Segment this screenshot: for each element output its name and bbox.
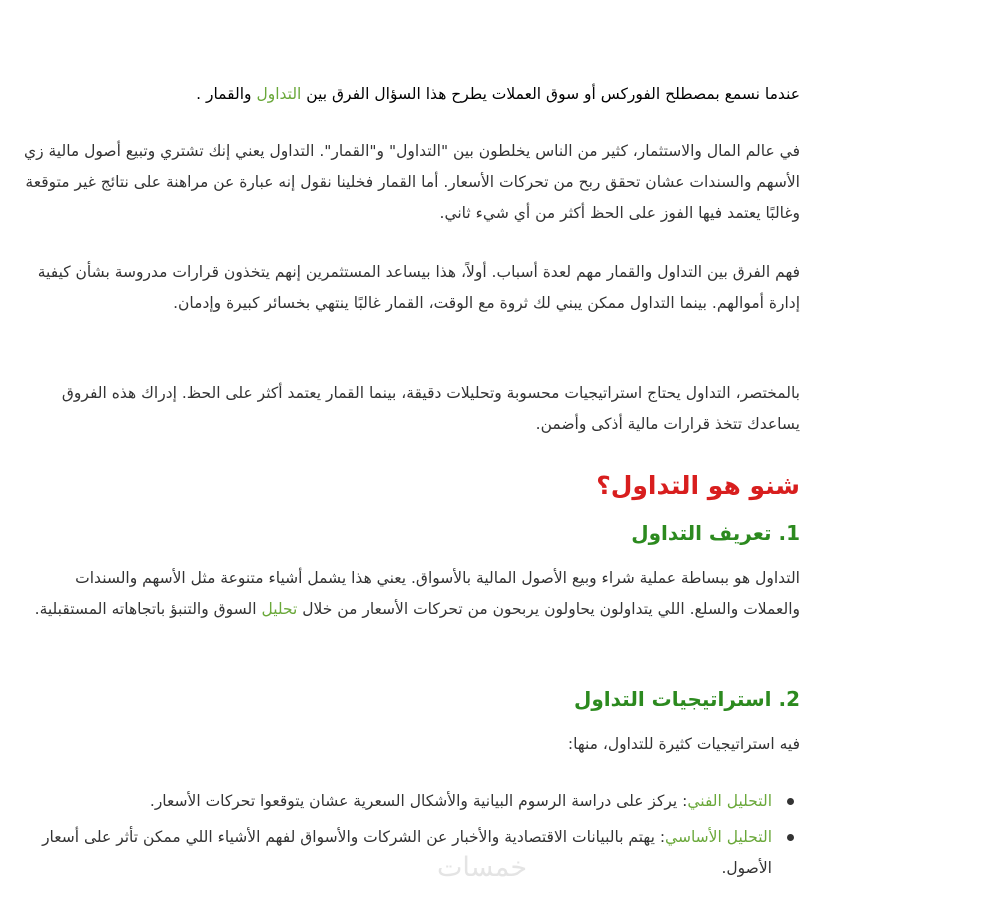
list-item-text: : يركز على دراسة الرسوم البيانية والأشكال السعرية عشان يتوقعوا تحركات الأسعار. [149, 792, 688, 810]
intro-paragraph [20, 79, 800, 110]
list-item-text: : يهتم بالبيانات الاقتصادية والأخبار عن الشركات والأسواق لفهم الأشياء اللي ممكن تأثر على أسعار الأصول. [42, 828, 772, 877]
watermark-logo: خمسات [437, 852, 528, 883]
intro-text: عندما نسمع بمصطلح الفوركس أو سوق العملات يطرح هذا السؤال الفرق بين [306, 85, 800, 103]
strategies-heading: 2. استراتيجيات التداول [573, 687, 800, 711]
trading-link[interactable]: التداول [256, 85, 302, 103]
list-item [20, 786, 800, 817]
strategies-list [20, 786, 800, 884]
definition-text: التداول هو ببساطة عملية شراء وبيع الأصول المالية بالأسواق. يعني هذا يشمل أشياء متنوعة مثل الأسهم والسندات والعملات والسلع. اللي يتداولون يحاولون يربحون من تحركات الأسعار من خلال [75, 569, 800, 618]
paragraph-3: بالمختصر، التداول يحتاج استراتيجيات محسوبة وتحليلات دقيقة، بينما القمار يعتمد أكثر على الحظ. إدراك هذه الفروق يساعدك تتخذ قرارات مالية أذكى وأضمن. [61, 384, 800, 433]
list-item [20, 822, 800, 884]
technical-analysis-link[interactable]: التحليل الفني [687, 792, 772, 810]
definition-text-end: السوق والتنبؤ باتجاهاته المستقبلية. [34, 600, 257, 618]
section-title: شنو هو التداول؟ [596, 471, 800, 500]
paragraph-2: فهم الفرق بين التداول والقمار مهم لعدة أسباب. أولاً، هذا بيساعد المستثمرين إنهم يتخذون قرارات مدروسة بشأن كيفية إدارة أموالهم. بينما التداول ممكن يبني لك ثروة مع الوقت، القمار غالبًا ينتهي بخسائر كبيرة وإدمان. [37, 263, 800, 312]
fundamental-analysis-link[interactable]: التحليل الأساسي [665, 828, 772, 846]
paragraph-1: في عالم المال والاستثمار، كثير من الناس يخلطون بين "التداول" و"القمار". التداول يعني إنك تشتري وتبيع أصول مالية زي الأسهم والسندات عشان تحقق ربح من تحركات الأسعار. أما القمار فخلينا نقول إنه عبارة عن مراهنة على نتائج غير متوقعة وغالبًا يعتمد فيها الفوز على الحظ أكثر من أي شيء ثاني. [23, 142, 800, 222]
bullet-icon [787, 798, 794, 805]
analysis-link[interactable]: تحليل [261, 600, 298, 618]
definition-heading: 1. تعريف التداول [631, 521, 800, 545]
intro-text-end: والقمار . [196, 85, 252, 103]
definition-paragraph [20, 563, 800, 625]
strategies-intro: فيه استراتيجيات كثيرة للتداول، منها: [567, 735, 800, 753]
bullet-icon [787, 834, 794, 841]
